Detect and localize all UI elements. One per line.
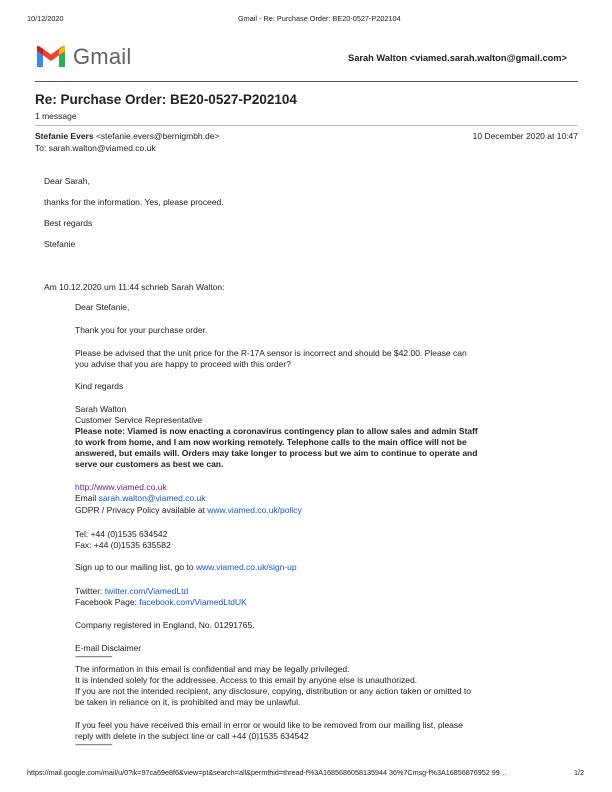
fax-line: Fax: +44 (0)1535 635582 <box>75 540 171 550</box>
gmail-m-icon <box>35 45 67 69</box>
notice-line3: answered, but emails will. Orders may take longer to process but we aim to continue to operate and <box>75 448 478 458</box>
quote-regards: Kind regards <box>75 381 124 391</box>
print-date: 10/12/2020 <box>27 14 64 23</box>
twitter-link[interactable]: twitter.com/ViamedLtd <box>104 586 189 596</box>
greeting: Dear Sarah, <box>44 176 90 186</box>
sender-email: <stefanie.evers@bernigmbh.de> <box>95 131 220 141</box>
print-url: https://mail.google.com/mail/u/0?ik=97ca69e8f6&view=pt&search=all&permthid=thread-f%3A1685686058135944 36%7Cmsg-f%3A16856876952 99… <box>27 768 507 777</box>
gmail-logo <box>35 43 155 71</box>
sender-name: Stefanie Evers <box>35 131 94 141</box>
thread-subject: Re: Purchase Order: BE20-0527-P202104 <box>35 92 297 107</box>
quote-intro: Am 10.12.2020 um 11:44 schrieb Sarah Walton: <box>44 282 225 292</box>
signup-line <box>75 562 297 573</box>
notice-line1: Please note: Viamed is now enacting a coronavirus contingency plan to allow sales and admin Staff <box>75 426 478 436</box>
disclaimer-rule-bottom: -------------------- <box>75 739 112 749</box>
reply-line: thanks for the information. Yes, please proceed. <box>44 197 224 207</box>
disclaimer-line1: The information in this email is confidential and may be legally privileged. <box>75 664 350 674</box>
facebook-link[interactable]: facebook.com/ViamedLtdUK <box>139 597 247 607</box>
signup-link[interactable]: www.viamed.co.uk/sign-up <box>195 562 297 572</box>
message-divider <box>35 125 578 126</box>
quote-thanks: Thank you for your purchase order. <box>75 325 208 335</box>
email-link[interactable]: sarah.walton@viamed.co.uk <box>98 493 206 503</box>
message-count: 1 message <box>35 111 77 121</box>
quote-para-line1: Please be advised that the unit price for the R-17A sensor is incorrect and should be $42.00. Please can <box>75 348 467 358</box>
gdpr-link[interactable]: www.viamed.co.uk/policy <box>207 505 302 515</box>
disclaimer-line3: If you are not the intended recipient, any disclosure, copying, distribution or any action taken or omitted to <box>75 686 471 696</box>
facebook-line <box>75 597 247 608</box>
disclaimer-line5: If you feel you have received this email in error or would like to be removed from our mailing list, please <box>75 720 463 730</box>
sender <box>35 131 219 141</box>
recipient: To: sarah.walton@viamed.co.uk <box>35 143 156 153</box>
account-user: Sarah Walton <viamed.sarah.walton@gmail.com> <box>348 53 567 63</box>
gmail-wordmark: Gmail <box>73 44 132 69</box>
twitter-label: Twitter: <box>75 586 105 596</box>
header-divider <box>35 81 578 82</box>
email-label: Email <box>75 493 99 503</box>
page-number: 1/2 <box>574 768 584 777</box>
email-line <box>75 493 206 504</box>
signature: Stefanie <box>44 239 76 249</box>
disclaimer-title: E-mail Disclaimer <box>75 643 142 653</box>
quote-name: Sarah Walton <box>75 404 127 414</box>
quote-greeting: Dear Stefanie, <box>75 302 130 312</box>
print-title: Gmail - Re: Purchase Order: BE20-0527-P202104 <box>238 14 401 23</box>
gdpr-line <box>75 505 302 516</box>
disclaimer-line6: reply with delete in the subject line or call +44 (0)1535 634542 <box>75 731 309 741</box>
tel-line: Tel: +44 (0)1535 634542 <box>75 529 168 539</box>
quote-role: Customer Service Representative <box>75 415 203 425</box>
notice-line2: to work from home, and I am now working remotely. Telephone calls to the main office will not be <box>75 437 467 447</box>
regards: Best regards <box>44 218 93 228</box>
gdpr-label: GDPR / Privacy Policy available at <box>75 505 208 515</box>
quote-para-line2: you advise that you are happy to proceed with this order? <box>75 359 291 369</box>
message-date: 10 December 2020 at 10:47 <box>472 131 578 141</box>
notice-line4: serve our customers as best we can. <box>75 459 224 469</box>
disclaimer-rule-top: -------------------- <box>75 651 112 661</box>
facebook-label: Facebook Page: <box>75 597 140 607</box>
disclaimer-line2: It is intended solely for the addressee. Access to this email by anyone else is unauthorized. <box>75 675 418 685</box>
signup-label: Sign up to our mailing list, go to <box>75 562 196 572</box>
disclaimer-line4: be taken in reliance on it, is prohibited and may be unlawful. <box>75 697 301 707</box>
website-link[interactable]: http://www.viamed.co.uk <box>75 482 167 492</box>
twitter-line <box>75 586 188 597</box>
company-line: Company registered in England, No. 01291765. <box>75 620 255 630</box>
